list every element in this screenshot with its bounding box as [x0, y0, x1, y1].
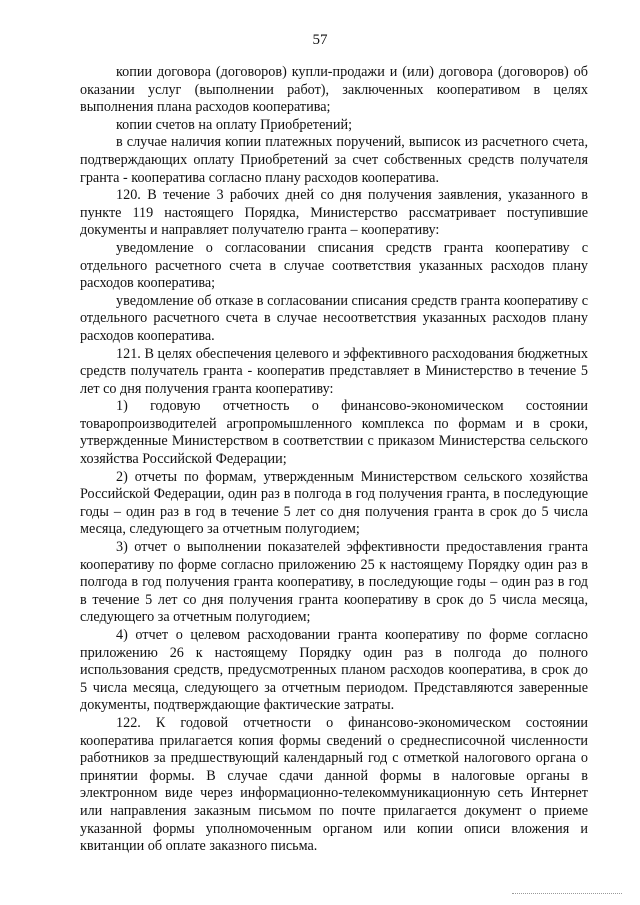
paragraph-clause-121: 121. В целях обеспечения целевого и эффективного расходования бюджетных средств получатель гранта - кооператив представляет в Министерство в течение 5 лет со дня получения гранта кооперативу:	[80, 345, 588, 397]
paragraph-invoice-copies: копии счетов на оплату Приобретений;	[116, 116, 353, 133]
paragraph-contract-copies: копии договора (договоров) купли-продажи и (или) договора (договоров) об оказании услуг (выполнении работ), заключенных кооперативом в целях выполнения плана расходов кооператива;	[80, 64, 588, 116]
paragraph-clause-122: 122. К годовой отчетности о финансово-экономическом состоянии кооператива прилагается копия формы сведений о среднесписочной численности работников за предшествующий календарный год с отметкой налогового органа о принятии формы. В случае сдачи данной формы в налоговые органы в электронном виде через информационно-телекоммуникационную сеть Интернет или направления заказным письмом по почте прилагается документ о приеме указанной формы уполномоченным органом или копии описи вложения и квитанции об оплате заказного письма.	[80, 714, 588, 855]
paragraph-item-4: 4) отчет о целевом расходовании гранта кооперативу по форме согласно приложению 26 к настоящему Порядку один раз в полгода до полного использования средств, предусмотренных планом расходов кооператива, в срок до 5 числа месяца, следующего за отчетным периодом. Представляются заверенные документы, подтверждающие фактические затраты.	[80, 627, 588, 714]
document-body	[80, 64, 588, 856]
paragraph-approval-notice: уведомление о согласовании списания средств гранта кооперативу с отдельного расчетного счета в случае соответствия указанных расходов плану расходов кооператива;	[80, 239, 588, 292]
paragraph-clause-120: 120. В течение 3 рабочих дней со дня получения заявления, указанного в пункте 119 настоящего Порядка, Министерство рассматривает поступившие документы и направляет получателю гранта – кооперативу:	[80, 187, 588, 239]
paragraph-refusal-notice: уведомление об отказе в согласовании списания средств гранта кооперативу с отдельного расчетного счета в случае несоответствия указанных расходов плану расходов кооператива.	[80, 292, 588, 344]
footer-rule	[512, 893, 622, 894]
paragraph-item-2: 2) отчеты по формам, утвержденным Министерством сельского хозяйства Российской Федерации, один раз в полгода в год получения гранта, в последующие годы – один раз в год в течение 5 лет со дня получения гранта в срок до 5 числа месяца, следующего за отчетным полугодием;	[80, 468, 588, 538]
paragraph-item-1: 1) годовую отчетность о финансово-экономическом состоянии товаропроизводителей агропромышленного комплекса по формам и в сроки, утвержденные Министерством в соответствии с приказом Министерства сельского хозяйства Российской Федерации;	[80, 398, 588, 468]
paragraph-item-3: 3) отчет о выполнении показателей эффективности предоставления гранта кооперативу по форме согласно приложению 25 к настоящему Порядку один раз в полгода в год получения гранта кооперативу, в последующие годы – один раз в год в течение 5 лет со дня получения гранта кооперативу в срок до 5 числа месяца, следующего за отчетным полугодием;	[80, 539, 588, 626]
page-number: 57	[312, 32, 328, 48]
paragraph-payment-orders: в случае наличия копии платежных поручений, выписок из расчетного счета, подтверждающих оплату Приобретений за счет собственных средств получателя гранта - кооператива согласно плану расходов кооператива.	[80, 134, 588, 186]
